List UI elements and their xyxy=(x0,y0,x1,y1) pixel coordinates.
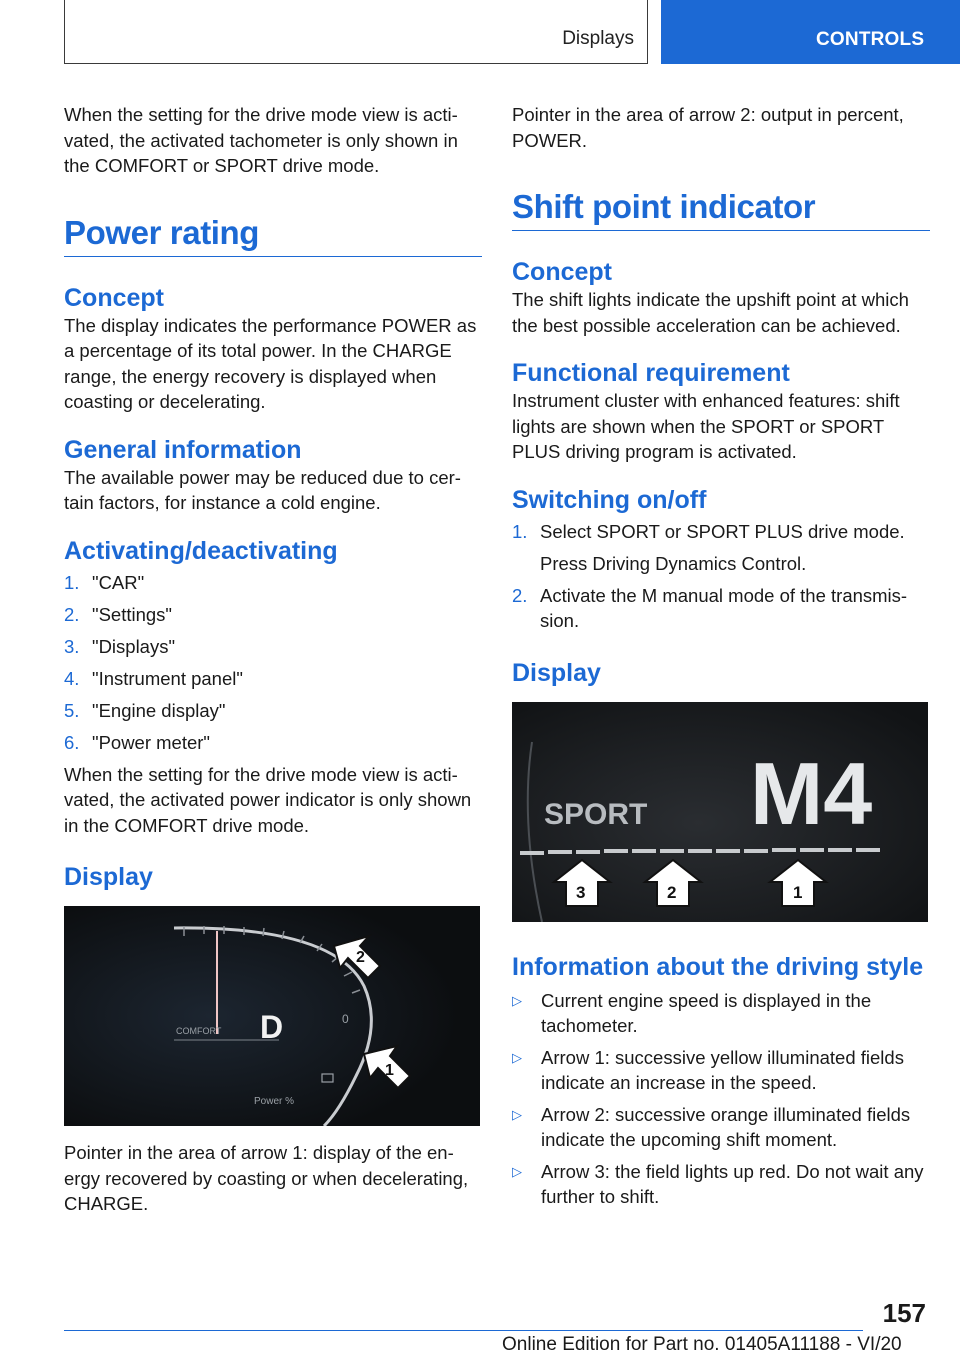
activating-heading: Activating/deactivating xyxy=(64,536,338,565)
display-heading-left: Display xyxy=(64,863,153,891)
list-item: ▷ Current engine speed is displayed in the tachometer. xyxy=(512,989,872,1036)
shift-lights-image xyxy=(512,702,928,922)
list-item-sub: Press Driving Dynamics Control. xyxy=(540,553,807,574)
driving-style-list xyxy=(512,988,930,1210)
arrow-1-number: 1 xyxy=(793,882,803,902)
general-info-heading: General information xyxy=(64,435,302,464)
bullet-triangle-icon: ▷ xyxy=(512,1163,522,1179)
driving-style-heading: Information about the driving style xyxy=(512,952,924,981)
shift-concept-heading: Concept xyxy=(512,258,612,286)
list-item: 6. "Power meter" xyxy=(64,731,211,753)
list-item: ▷ Arrow 2: successive orange illuminated fields indicate the upcoming shift moment. xyxy=(512,1103,911,1150)
concept-text: The display indicates the performance POWER as a percentage of its total power. In the CHARGE range, the energy recovery is displayed when coasting or decelerating. xyxy=(64,314,477,412)
header-section-title: Displays xyxy=(562,28,634,49)
header-chapter-label: CONTROLS xyxy=(816,29,925,50)
list-item: 1. "CAR" xyxy=(64,571,145,593)
page-number: 157 xyxy=(882,1298,926,1328)
power-meter-graphic xyxy=(64,906,480,1126)
list-item: 3. "Displays" xyxy=(64,635,176,657)
left-column xyxy=(64,102,482,1217)
footer-divider xyxy=(64,1330,863,1331)
gear-label: D xyxy=(260,1009,284,1045)
list-item: 2. "Settings" xyxy=(64,603,172,625)
bullet-triangle-icon: ▷ xyxy=(512,1106,522,1122)
power-meter-image xyxy=(64,906,480,1126)
shift-lights-graphic xyxy=(512,702,928,922)
left-caption: Pointer in the area of arrow 1: display of the energy recovered by coasting or when decelerating, CHARGE. xyxy=(64,1142,469,1214)
list-item: 1. Select SPORT or SPORT PLUS drive mode. xyxy=(512,520,905,542)
power-percent-label: Power % xyxy=(254,1096,295,1107)
list-item: ▷ Arrow 3: the field lights up red. Do not wait any further to shift. xyxy=(512,1160,924,1207)
right-column xyxy=(512,102,930,1216)
general-info-text: The available power may be reduced due to certain factors, for instance a cold engine. xyxy=(64,466,461,513)
comfort-label: COMFORT xyxy=(176,1026,222,1036)
list-item: 2. Activate the M manual mode of the transmission. xyxy=(512,584,908,631)
header-chapter-tab xyxy=(661,0,960,64)
shift-point-title: Shift point indicator xyxy=(512,188,930,231)
edition-footer: Online Edition for Part no. 01405A11188 - VI/20 xyxy=(502,1334,902,1355)
list-item: 5. "Engine display" xyxy=(64,699,226,721)
left-intro: When the setting for the drive mode view is activated, the activated tachometer is only shown in the COMFORT or SPORT drive mode. xyxy=(64,104,458,176)
functional-requirement-heading: Functional requirement xyxy=(512,359,790,387)
bullet-triangle-icon: ▷ xyxy=(512,1049,522,1065)
arrow-2-number: 2 xyxy=(667,882,677,902)
power-rating-title: Power rating xyxy=(64,214,482,257)
bullet-triangle-icon: ▷ xyxy=(512,992,522,1008)
concept-heading: Concept xyxy=(64,283,164,312)
switching-heading: Switching on/off xyxy=(512,485,707,514)
list-item: 4. "Instrument panel" xyxy=(64,667,243,689)
arrow-1-number: 1 xyxy=(385,1062,394,1079)
header-frame xyxy=(64,0,648,64)
m4-gear-label: M4 xyxy=(750,743,873,843)
sport-label: SPORT xyxy=(544,797,648,831)
shift-concept-text: The shift lights indicate the upshift point at which the best possible acceleration can be achieved. xyxy=(512,289,909,336)
list-item: ▷ Arrow 1: successive yellow illuminated fields indicate an increase in the speed. xyxy=(512,1046,904,1093)
functional-requirement-text: Instrument cluster with enhanced features: shift lights are shown when the SPORT or SPORT PLUS driving program is activated. xyxy=(512,390,900,462)
right-intro: Pointer in the area of arrow 2: output in percent, POWER. xyxy=(512,104,904,151)
switching-steps xyxy=(512,519,930,634)
arrow-3-number: 3 xyxy=(576,882,586,902)
display-heading-right: Display xyxy=(512,658,601,687)
zero-label: 0 xyxy=(342,1012,349,1026)
arrow-2-number: 2 xyxy=(356,949,365,966)
after-steps-text: When the setting for the drive mode view is activated, the activated power indicator is only shown in the COMFORT drive mode. xyxy=(64,763,472,836)
steps-list xyxy=(64,570,482,756)
